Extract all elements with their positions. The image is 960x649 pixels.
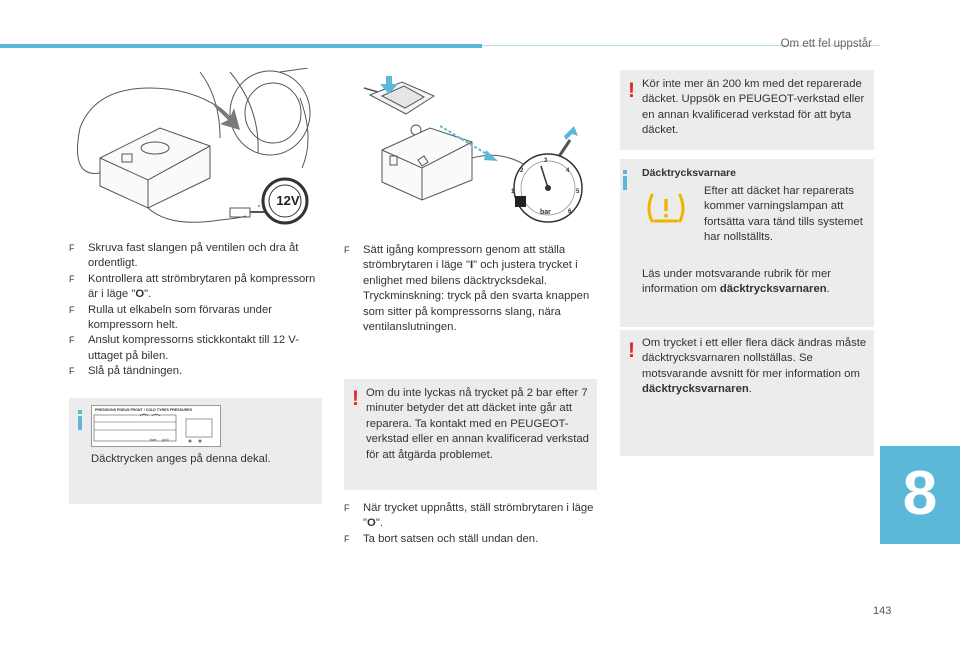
- col1-steps: [69, 241, 319, 380]
- step-marker: F: [344, 245, 350, 255]
- header-accent-bar: [0, 44, 482, 48]
- step-marker: F: [69, 243, 75, 253]
- info-box-decal: [69, 398, 322, 504]
- decal-bar-label: bars: [150, 438, 157, 442]
- compressor-gauge-illustration: [360, 70, 600, 235]
- warning-text: Om du inte lyckas nå trycket på 2 bar efter 7 minuter betyder det att däcket inte går att reparera. Ta kontakt med en PEUGEOT-verkstad eller en annan kvalificerad verkstad för att åtgärda problemet.: [366, 387, 589, 461]
- tpms-paragraph-bold: däcktrycksvarnaren: [719, 283, 827, 296]
- step-text-end: ".: [375, 517, 383, 530]
- gauge-tick-6: 6: [568, 209, 572, 215]
- warning-text: [642, 336, 870, 398]
- compressor-connection-illustration: [70, 68, 320, 238]
- tpms-paragraph-end: .: [826, 283, 830, 296]
- warning-box-pressure: [344, 379, 597, 490]
- tpms-icon-text: Efter att däcket har reparerats kommer varningslampan att fortsätta vara tänd tills systemet har nollställts.: [704, 185, 863, 244]
- chapter-number: 8: [902, 459, 938, 528]
- step-text: Anslut kompressorns stickkontakt till 12 V-uttaget på bilen.: [88, 334, 299, 362]
- tpms-paragraph: [642, 267, 868, 298]
- step-item: [69, 364, 319, 379]
- step-item: [69, 303, 319, 334]
- col2-steps: [344, 243, 600, 335]
- gauge-tick-4: 4: [566, 168, 570, 174]
- step-text: Sätt igång kompressorn genom att ställa strömbrytaren i läge ": [363, 244, 566, 272]
- info-box-tpms: [620, 159, 874, 327]
- step-marker: F: [344, 533, 350, 544]
- step-marker: F: [69, 335, 75, 346]
- warning-text: Kör inte mer än 200 km med det reparerade däcket. Uppsök en PEUGEOT-verkstad eller en annan kvalificerad verkstad för att byta däcket.: [642, 78, 865, 137]
- step-bold: I: [469, 259, 474, 272]
- step-text: När trycket uppnåtts, ställ strömbrytaren i läge ": [363, 502, 594, 530]
- gauge-unit: bar: [540, 209, 551, 216]
- tyre-pressure-decal: [91, 405, 221, 447]
- tpms-title: Däcktrycksvarnare: [642, 167, 736, 179]
- step-item: [344, 532, 600, 547]
- warning-box-reset: [620, 330, 874, 456]
- gauge-tick-2: 2: [520, 168, 524, 174]
- decal-title: PRESSIONS PNEUS FRONT / COLD TYRES PRESSURES: [95, 408, 193, 412]
- tpms-warning-lamp-icon: [646, 193, 686, 227]
- col2-steps-after: [344, 501, 600, 547]
- step-marker: F: [69, 366, 75, 377]
- step-text-end: ".: [144, 288, 152, 301]
- warning-text-main: Om trycket i ett eller flera däck ändras måste däcktrycksvarnaren nollställas. Se motsvarande avsnitt för mer information om: [642, 337, 867, 380]
- step-item: [69, 241, 319, 272]
- chapter-tab: [880, 446, 960, 544]
- step-text: Rulla ut elkabeln som förvaras under kompressorn helt.: [88, 303, 272, 332]
- page-title: Om ett fel uppstår: [780, 38, 872, 50]
- step-item: [344, 501, 600, 532]
- page-number: 143: [873, 605, 892, 617]
- step-text: Skruva fast slangen på ventilen och dra åt ordentligt.: [88, 242, 299, 270]
- warning-icon: !: [628, 339, 635, 362]
- step-text: Ta bort satsen och ställ undan den.: [363, 532, 539, 545]
- gauge-tick-5: 5: [576, 189, 580, 195]
- info-box-text: Däcktrycken anges på denna dekal.: [91, 453, 271, 465]
- step-text-end: " och justera trycket i enlighet med bilens däcktrycksdekal. Tryckminskning: tryck på den svarta knappen som sitter på kompressorns slang, nära ventilanslutningen.: [363, 259, 590, 334]
- decal-psi-label: (psi): [162, 438, 169, 442]
- step-marker: F: [69, 304, 75, 315]
- step-text: Kontrollera att strömbrytaren på kompressorn är i läge ": [88, 272, 316, 301]
- step-item: [69, 333, 319, 364]
- step-item: [344, 243, 600, 335]
- step-marker: F: [69, 273, 75, 284]
- gauge-tick-1: 1: [511, 189, 515, 195]
- step-item: [69, 272, 319, 303]
- step-bold: O: [367, 517, 376, 530]
- warning-text-bold: däcktrycksvarnaren: [642, 383, 749, 396]
- warning-icon: !: [352, 387, 359, 410]
- socket-12v-label: 12V: [276, 193, 300, 208]
- step-marker: F: [344, 503, 350, 513]
- tpms-paragraph-text: Läs under motsvarande rubrik för mer information om: [642, 268, 831, 296]
- warning-text-end: .: [748, 383, 752, 396]
- gauge-tick-3: 3: [544, 158, 548, 164]
- warning-icon: !: [628, 79, 635, 102]
- step-bold: O: [135, 288, 145, 301]
- step-text: Slå på tändningen.: [88, 365, 183, 378]
- warning-box-distance: [620, 70, 874, 150]
